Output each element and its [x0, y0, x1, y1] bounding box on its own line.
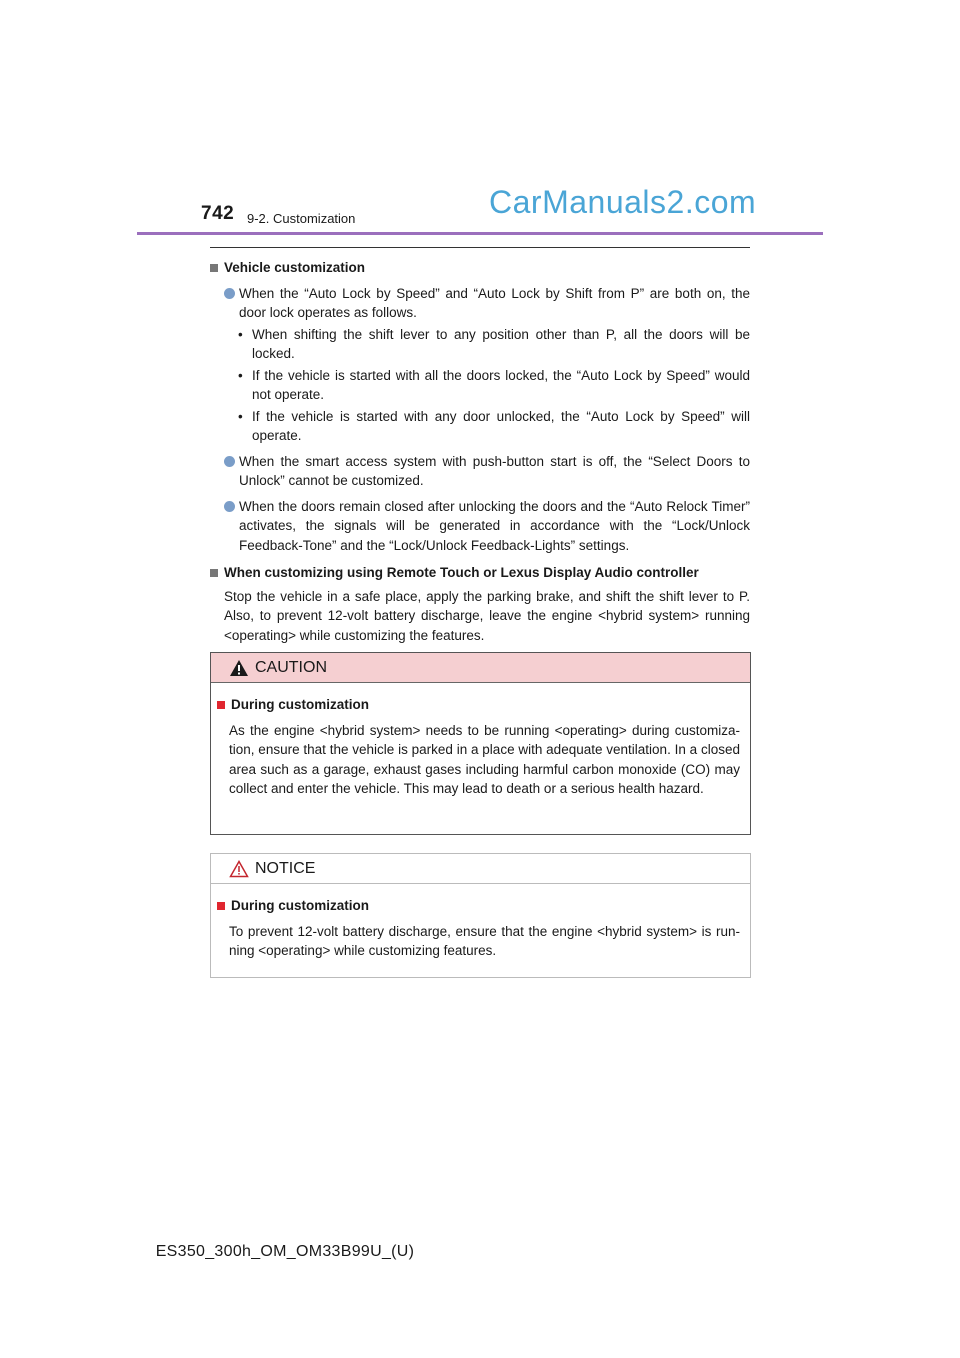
bullet-text: When the smart access system with push-button start is off, the “Select Doors to Unlock” cannot be customized. [239, 453, 750, 488]
circle-bullet-icon [224, 456, 235, 467]
notice-heading [217, 896, 740, 916]
notice-box [210, 853, 751, 978]
content-rule [210, 247, 750, 248]
heading-text: During customization [231, 898, 369, 913]
sub-list-item [210, 325, 750, 364]
document-code: ES350_300h_OM_OM33B99U_(U) [155, 1243, 415, 1260]
square-bullet-icon [210, 569, 218, 577]
notice-title: NOTICE [255, 859, 316, 877]
square-bullet-icon [217, 701, 225, 709]
list-item [210, 452, 750, 491]
caution-title: CAUTION [255, 658, 327, 676]
vehicle-customization-heading [210, 258, 750, 278]
bullet-text: When the doors remain closed after unlocking the doors and the “Auto Relock Timer” activates, the signals will be generated in accordance with the “Lock/Unlock Feedback-Tone” and the “Lock/Unlock Feedback-Lights” settings. [239, 498, 750, 553]
notice-header [211, 854, 750, 884]
section-title: 9-2. Customization [247, 211, 356, 226]
page-footer [0, 1243, 960, 1261]
page-header [0, 0, 960, 240]
page-number: 742 [201, 203, 235, 224]
sub-bullet-icon: • [238, 408, 243, 424]
sub-bullet-icon: • [238, 367, 243, 383]
notice-body [211, 884, 750, 961]
square-bullet-icon [210, 264, 218, 272]
heading-text: When customizing using Remote Touch or Lexus Display Audio controller [224, 565, 699, 580]
list-item [210, 497, 750, 556]
heading-text: Vehicle customization [224, 260, 366, 275]
remote-touch-heading [210, 563, 750, 583]
circle-bullet-icon [224, 501, 235, 512]
sub-text: If the vehicle is started with all the doors locked, the “Auto Lock by Speed” would not operate. [252, 367, 750, 402]
notice-triangle-icon [229, 860, 249, 878]
header-rule [137, 232, 823, 235]
sub-text: When shifting the shift lever to any position other than P, all the doors will be locked. [252, 326, 750, 361]
square-bullet-icon [217, 902, 225, 910]
circle-bullet-icon [224, 288, 235, 299]
caution-header [211, 653, 750, 683]
caution-body [211, 683, 750, 799]
remote-touch-text: Stop the vehicle in a safe place, apply the parking brake, and shift the shift lever to P. Also, to prevent 12-volt battery discharge, leave the engine <hybrid system> running <operating> while customizing the features. [224, 588, 750, 643]
caution-text: As the engine <hybrid system> needs to be running <operating> during customiza-tion, ensure that the vehicle is parked in a place with adequate ventilation. In a closed area such as a garage, exhaust gases including harmful carbon monoxide (CO) may collect and enter the vehicle. This may lead to death or a serious health hazard. [229, 722, 740, 796]
main-content [210, 258, 750, 645]
caution-heading [217, 695, 740, 715]
notice-text: To prevent 12-volt battery discharge, ensure that the engine <hybrid system> is run-ning <operating> while customizing features. [229, 923, 740, 958]
caution-box [210, 652, 751, 835]
watermark: CarManuals2.com [489, 184, 757, 220]
warning-triangle-icon [229, 659, 249, 677]
bullet-text: When the “Auto Lock by Speed” and “Auto Lock by Shift from P” are both on, the door lock operates as follows. [239, 285, 750, 320]
sub-list-item [210, 366, 750, 405]
heading-text: During customization [231, 697, 369, 712]
sub-bullet-icon: • [238, 326, 243, 342]
sub-text: If the vehicle is started with any door unlocked, the “Auto Lock by Speed” will operate. [252, 408, 750, 443]
sub-list-item [210, 407, 750, 446]
list-item [210, 284, 750, 323]
